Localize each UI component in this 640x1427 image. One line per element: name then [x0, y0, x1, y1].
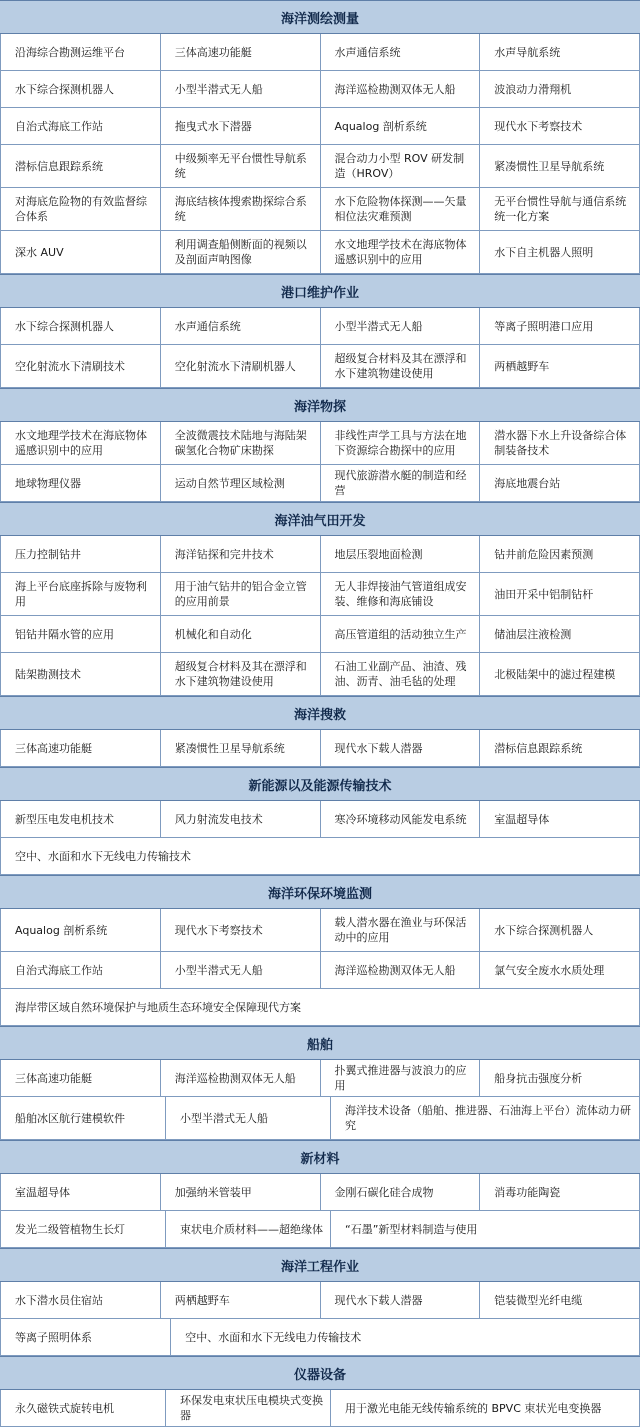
- table-cell: 紧凑惯性卫星导航系统: [161, 730, 321, 766]
- table-cell: 铠装微型光纤电缆: [480, 1282, 640, 1318]
- table-row: [0, 653, 640, 696]
- table-row: [0, 838, 640, 875]
- table-cell: 水下潜水员住宿站: [0, 1282, 161, 1318]
- table-cell: 储油层注液检测: [480, 616, 640, 652]
- table-cell: Aqualog 剖析系统: [0, 909, 161, 951]
- table-cell: 水声导航系统: [480, 34, 640, 70]
- table-cell: 两栖越野车: [480, 345, 640, 387]
- table-cell: 非线性声学工具与方法在地下资源综合勘探中的应用: [321, 422, 481, 464]
- table-cell: 石油工业副产品、油渣、残油、沥青、油毛毡的处理: [321, 653, 481, 695]
- table-cell: 两栖越野车: [161, 1282, 321, 1318]
- table-cell: 船身抗击强度分析: [480, 1060, 640, 1096]
- table-cell: 加强纳米管装甲: [161, 1174, 321, 1210]
- table-cell: 海洋巡检勘测双体无人船: [321, 952, 481, 988]
- table-cell: 水下综合探测机器人: [480, 909, 640, 951]
- table-cell: 空化射流水下清刷技术: [0, 345, 161, 387]
- table-row: [0, 71, 640, 108]
- table-row: [0, 573, 640, 616]
- section-header: 新能源以及能源传输技术: [0, 767, 640, 801]
- table-row: [0, 308, 640, 345]
- table-cell: 三体高速功能艇: [0, 1060, 161, 1096]
- table-cell: 油田开采中铝制钻杆: [480, 573, 640, 615]
- table-cell: 潜标信息跟踪系统: [0, 145, 161, 187]
- table-cell: 波浪动力滑翔机: [480, 71, 640, 107]
- table-cell: 超级复合材料及其在漂浮和水下建筑物建设使用: [321, 345, 481, 387]
- table-row: [0, 1282, 640, 1319]
- table-cell: 束状电介质材料——超绝缘体: [166, 1211, 331, 1247]
- table-row: [0, 1174, 640, 1211]
- table-cell: 小型半潜式无人船: [161, 71, 321, 107]
- table-cell: 中级频率无平台惯性导航系统: [161, 145, 321, 187]
- table-cell: 小型半潜式无人船: [321, 308, 481, 344]
- table-cell: 海上平台底座拆除与废物利用: [0, 573, 161, 615]
- table-cell: 三体高速功能艇: [0, 730, 161, 766]
- table-cell: 空中、水面和水下无线电力传输技术: [171, 1319, 640, 1355]
- table-cell: 船舶冰区航行建模软件: [0, 1097, 166, 1139]
- table-row: [0, 616, 640, 653]
- table-cell: 载人潜水器在渔业与环保活动中的应用: [321, 909, 481, 951]
- table-cell: 室温超导体: [0, 1174, 161, 1210]
- section-header: 海洋搜救: [0, 696, 640, 730]
- table-cell: 海底地震台站: [480, 465, 640, 501]
- table-cell: 全波微震技术陆地与海陆架碳氢化合物矿床勘探: [161, 422, 321, 464]
- table-cell: 地层压裂地面检测: [321, 536, 481, 572]
- table-cell: 铝钻井隔水管的应用: [0, 616, 161, 652]
- table-cell: 海洋巡检勘测双体无人船: [321, 71, 481, 107]
- table-cell: 混合动力小型 ROV 研发制造（HROV）: [321, 145, 481, 187]
- table-cell: 钻井前危险因素预测: [480, 536, 640, 572]
- section-header: 海洋油气田开发: [0, 502, 640, 536]
- table-cell: 风力射流发电技术: [161, 801, 321, 837]
- table-cell: 现代水下载人潜器: [321, 730, 481, 766]
- table-cell: 压力控制钻井: [0, 536, 161, 572]
- table-row: [0, 1060, 640, 1097]
- table-cell: Aqualog 剖析系统: [321, 108, 481, 144]
- section-header: 新材料: [0, 1140, 640, 1174]
- table-cell: 小型半潜式无人船: [166, 1097, 331, 1139]
- table-cell: 机械化和自动化: [161, 616, 321, 652]
- table-cell: 紧凑惯性卫星导航系统: [480, 145, 640, 187]
- table-cell: “石墨”新型材料制造与使用: [331, 1211, 640, 1247]
- table-row: [0, 1390, 640, 1427]
- table-cell: 北极陆架中的滤过程建模: [480, 653, 640, 695]
- table-cell: 拖曳式水下潜器: [161, 108, 321, 144]
- section-header: 港口维护作业: [0, 274, 640, 308]
- table-cell: 氯气安全废水水质处理: [480, 952, 640, 988]
- table-cell: 新型压电发电机技术: [0, 801, 161, 837]
- table-cell: 水文地理学技术在海底物体遥感识别中的应用: [0, 422, 161, 464]
- table-cell: 海岸带区域自然环境保护与地质生态环境安全保障现代方案: [0, 989, 640, 1025]
- table-cell: 高压管道组的活动独立生产: [321, 616, 481, 652]
- table-cell: 海底结核体搜索勘探综合系统: [161, 188, 321, 230]
- table-row: [0, 345, 640, 388]
- table-row: [0, 188, 640, 231]
- table-cell: 环保发电束状压电模块式变换器: [166, 1390, 331, 1426]
- table-row: [0, 536, 640, 573]
- table-cell: 现代水下考察技术: [480, 108, 640, 144]
- table-cell: 等离子照明港口应用: [480, 308, 640, 344]
- table-cell: 寒冷环境移动风能发电系统: [321, 801, 481, 837]
- table-cell: 海洋技术设备（船舶、推进器、石油海上平台）流体动力研究: [331, 1097, 640, 1139]
- table-cell: 对海底危险物的有效监督综合体系: [0, 188, 161, 230]
- table-cell: 等离子照明体系: [0, 1319, 171, 1355]
- table-cell: 深水 AUV: [0, 231, 161, 273]
- table-row: [0, 989, 640, 1026]
- table-cell: 用于激光电能无线传输系统的 BPVC 束状光电变换器: [331, 1390, 640, 1426]
- table-cell: 运动自然节理区域检测: [161, 465, 321, 501]
- table-cell: 海洋巡检勘测双体无人船: [161, 1060, 321, 1096]
- table-cell: 水文地理学技术在海底物体遥感识别中的应用: [321, 231, 481, 273]
- table-row: [0, 1097, 640, 1140]
- table-row: [0, 231, 640, 274]
- table-row: [0, 730, 640, 767]
- table-cell: 用于油气钻井的铝合金立管的应用前景: [161, 573, 321, 615]
- table-row: [0, 1319, 640, 1356]
- table-cell: 现代旅游潜水艇的制造和经营: [321, 465, 481, 501]
- section-header: 仪器设备: [0, 1356, 640, 1390]
- section-header: 海洋环保环境监测: [0, 875, 640, 909]
- table-cell: 小型半潜式无人船: [161, 952, 321, 988]
- table-cell: 现代水下考察技术: [161, 909, 321, 951]
- table-cell: 海洋钻探和完井技术: [161, 536, 321, 572]
- table-cell: 室温超导体: [480, 801, 640, 837]
- table-cell: 水下综合探测机器人: [0, 71, 161, 107]
- table-cell: 空化射流水下清刷机器人: [161, 345, 321, 387]
- table-cell: 水下自主机器人照明: [480, 231, 640, 273]
- table-cell: 永久磁铁式旋转电机: [0, 1390, 166, 1426]
- table-cell: 金刚石碳化硅合成物: [321, 1174, 481, 1210]
- table-cell: 发光二级管植物生长灯: [0, 1211, 166, 1247]
- table-cell: 利用调查船侧断面的视频以及剖面声呐图像: [161, 231, 321, 273]
- table-row: [0, 422, 640, 465]
- table-cell: 陆架勘测技术: [0, 653, 161, 695]
- table-row: [0, 108, 640, 145]
- table-row: [0, 1211, 640, 1248]
- table-row: [0, 952, 640, 989]
- table-cell: 沿海综合勘测运维平台: [0, 34, 161, 70]
- section-header: 海洋工程作业: [0, 1248, 640, 1282]
- table-cell: 潜水器下水上升设备综合体制装备技术: [480, 422, 640, 464]
- table-cell: 水下综合探测机器人: [0, 308, 161, 344]
- table-cell: 水声通信系统: [321, 34, 481, 70]
- table-row: [0, 465, 640, 502]
- table-cell: 超级复合材料及其在漂浮和水下建筑物建设使用: [161, 653, 321, 695]
- table-cell: 扑翼式推进器与波浪力的应用: [321, 1060, 481, 1096]
- table-cell: 现代水下载人潜器: [321, 1282, 481, 1318]
- table-cell: 三体高速功能艇: [161, 34, 321, 70]
- table-cell: 水下危险物体探测——矢量相位法灾难预测: [321, 188, 481, 230]
- table-cell: 潜标信息跟踪系统: [480, 730, 640, 766]
- table-cell: 自治式海底工作站: [0, 952, 161, 988]
- table-cell: 空中、水面和水下无线电力传输技术: [0, 838, 640, 874]
- table-row: [0, 145, 640, 188]
- table-cell: 水声通信系统: [161, 308, 321, 344]
- table-row: [0, 34, 640, 71]
- section-header: 海洋物探: [0, 388, 640, 422]
- table-row: [0, 801, 640, 838]
- table-row: [0, 909, 640, 952]
- table-cell: 无平台惯性导航与通信系统统一化方案: [480, 188, 640, 230]
- section-header: 船舶: [0, 1026, 640, 1060]
- section-header: 海洋测绘测量: [0, 0, 640, 34]
- table-cell: 无人非焊接油气管道组成安装、维修和海底铺设: [321, 573, 481, 615]
- table-cell: 消毒功能陶瓷: [480, 1174, 640, 1210]
- table-cell: 自治式海底工作站: [0, 108, 161, 144]
- table-cell: 地球物理仪器: [0, 465, 161, 501]
